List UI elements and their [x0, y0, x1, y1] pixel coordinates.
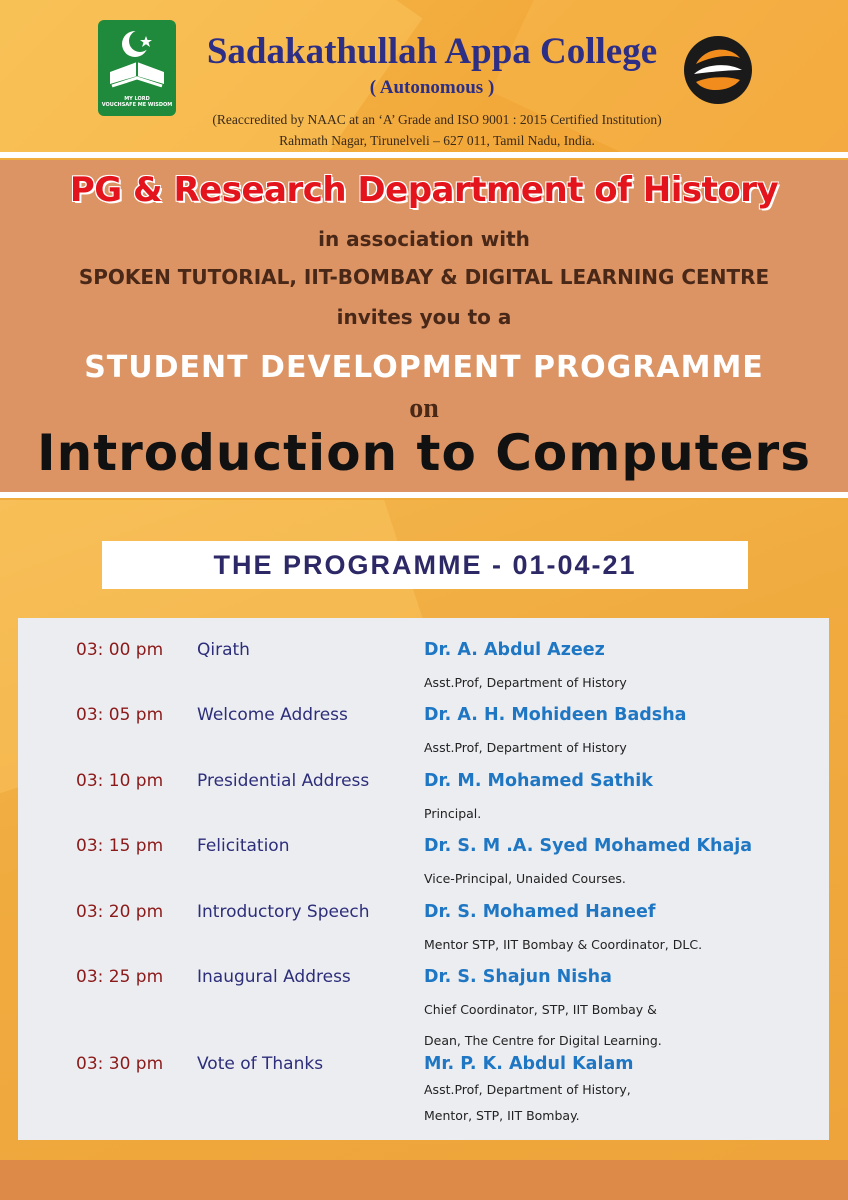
schedule-designation: Vice-Principal, Unaided Courses. [424, 871, 626, 886]
schedule-time: 03: 25 pm [76, 967, 164, 987]
college-autonomous: ( Autonomous ) [369, 77, 495, 98]
schedule-event: Felicitation [197, 836, 290, 856]
schedule-speaker: Dr. M. Mohamed Sathik [424, 771, 653, 791]
schedule-designation: Mentor, STP, IIT Bombay. [424, 1108, 580, 1123]
schedule-time: 03: 15 pm [76, 836, 164, 856]
schedule-designation: Dean, The Centre for Digital Learning. [424, 1033, 662, 1048]
divider-line [0, 492, 848, 498]
crescent-book-icon [102, 24, 172, 96]
on-text: on [409, 393, 439, 424]
college-name: Sadakathullah Appa College [206, 31, 658, 72]
logo-motto-line2: VOUCHSAFE ME WISDOM [101, 102, 173, 108]
schedule-event: Presidential Address [197, 771, 370, 791]
programme-type: STUDENT DEVELOPMENT PROGRAMME [84, 350, 764, 385]
college-logo [98, 20, 176, 116]
schedule-time: 03: 05 pm [76, 705, 164, 725]
logo-motto [102, 96, 172, 108]
partners-text: SPOKEN TUTORIAL, IIT-BOMBAY & DIGITAL LEARNING CENTRE [78, 265, 770, 289]
schedule-designation: Asst.Prof, Department of History, [424, 1082, 631, 1097]
schedule-designation: Asst.Prof, Department of History [424, 740, 627, 755]
divider-line [0, 152, 848, 158]
schedule-time: 03: 20 pm [76, 902, 164, 922]
schedule-time: 03: 10 pm [76, 771, 164, 791]
association-text: in association with [318, 227, 530, 251]
logo-motto-line1: MY LORD [124, 96, 150, 102]
schedule-event: Introductory Speech [197, 902, 370, 922]
department-title: PG & Research Department of History [69, 170, 779, 210]
schedule-event: Welcome Address [197, 705, 348, 725]
schedule-speaker: Dr. A. Abdul Azeez [424, 640, 605, 660]
college-address: Rahmath Nagar, Tirunelveli – 627 011, Tamil Nadu, India. [279, 133, 595, 148]
schedule-event: Inaugural Address [197, 967, 351, 987]
programme-heading: THE PROGRAMME - 01-04-21 [213, 549, 637, 580]
schedule-designation: Mentor STP, IIT Bombay & Coordinator, DLC. [424, 937, 703, 952]
schedule-designation: Asst.Prof, Department of History [424, 675, 627, 690]
schedule-event: Vote of Thanks [197, 1054, 324, 1074]
invites-text: invites you to a [336, 305, 512, 329]
schedule-panel [18, 618, 829, 1140]
programme-heading-box [102, 541, 748, 589]
spoken-tutorial-logo-icon [682, 34, 754, 106]
schedule-time: 03: 00 pm [76, 640, 164, 660]
schedule-time: 03: 30 pm [76, 1054, 164, 1074]
schedule-speaker: Mr. P. K. Abdul Kalam [424, 1054, 634, 1074]
footer-band [0, 1160, 848, 1200]
schedule-speaker: Dr. S. Shajun Nisha [424, 967, 612, 987]
schedule-speaker: Dr. A. H. Mohideen Badsha [424, 705, 687, 725]
schedule-designation: Principal. [424, 806, 482, 821]
schedule-speaker: Dr. S. Mohamed Haneef [424, 902, 656, 922]
schedule-designation: Chief Coordinator, STP, IIT Bombay & [424, 1002, 657, 1017]
college-accreditation: (Reaccredited by NAAC at an ‘A’ Grade and ISO 9001 : 2015 Certified Institution) [212, 112, 662, 127]
programme-topic: Introduction to Computers [37, 424, 811, 482]
schedule-speaker: Dr. S. M .A. Syed Mohamed Khaja [424, 836, 753, 856]
schedule-event: Qirath [197, 640, 250, 660]
